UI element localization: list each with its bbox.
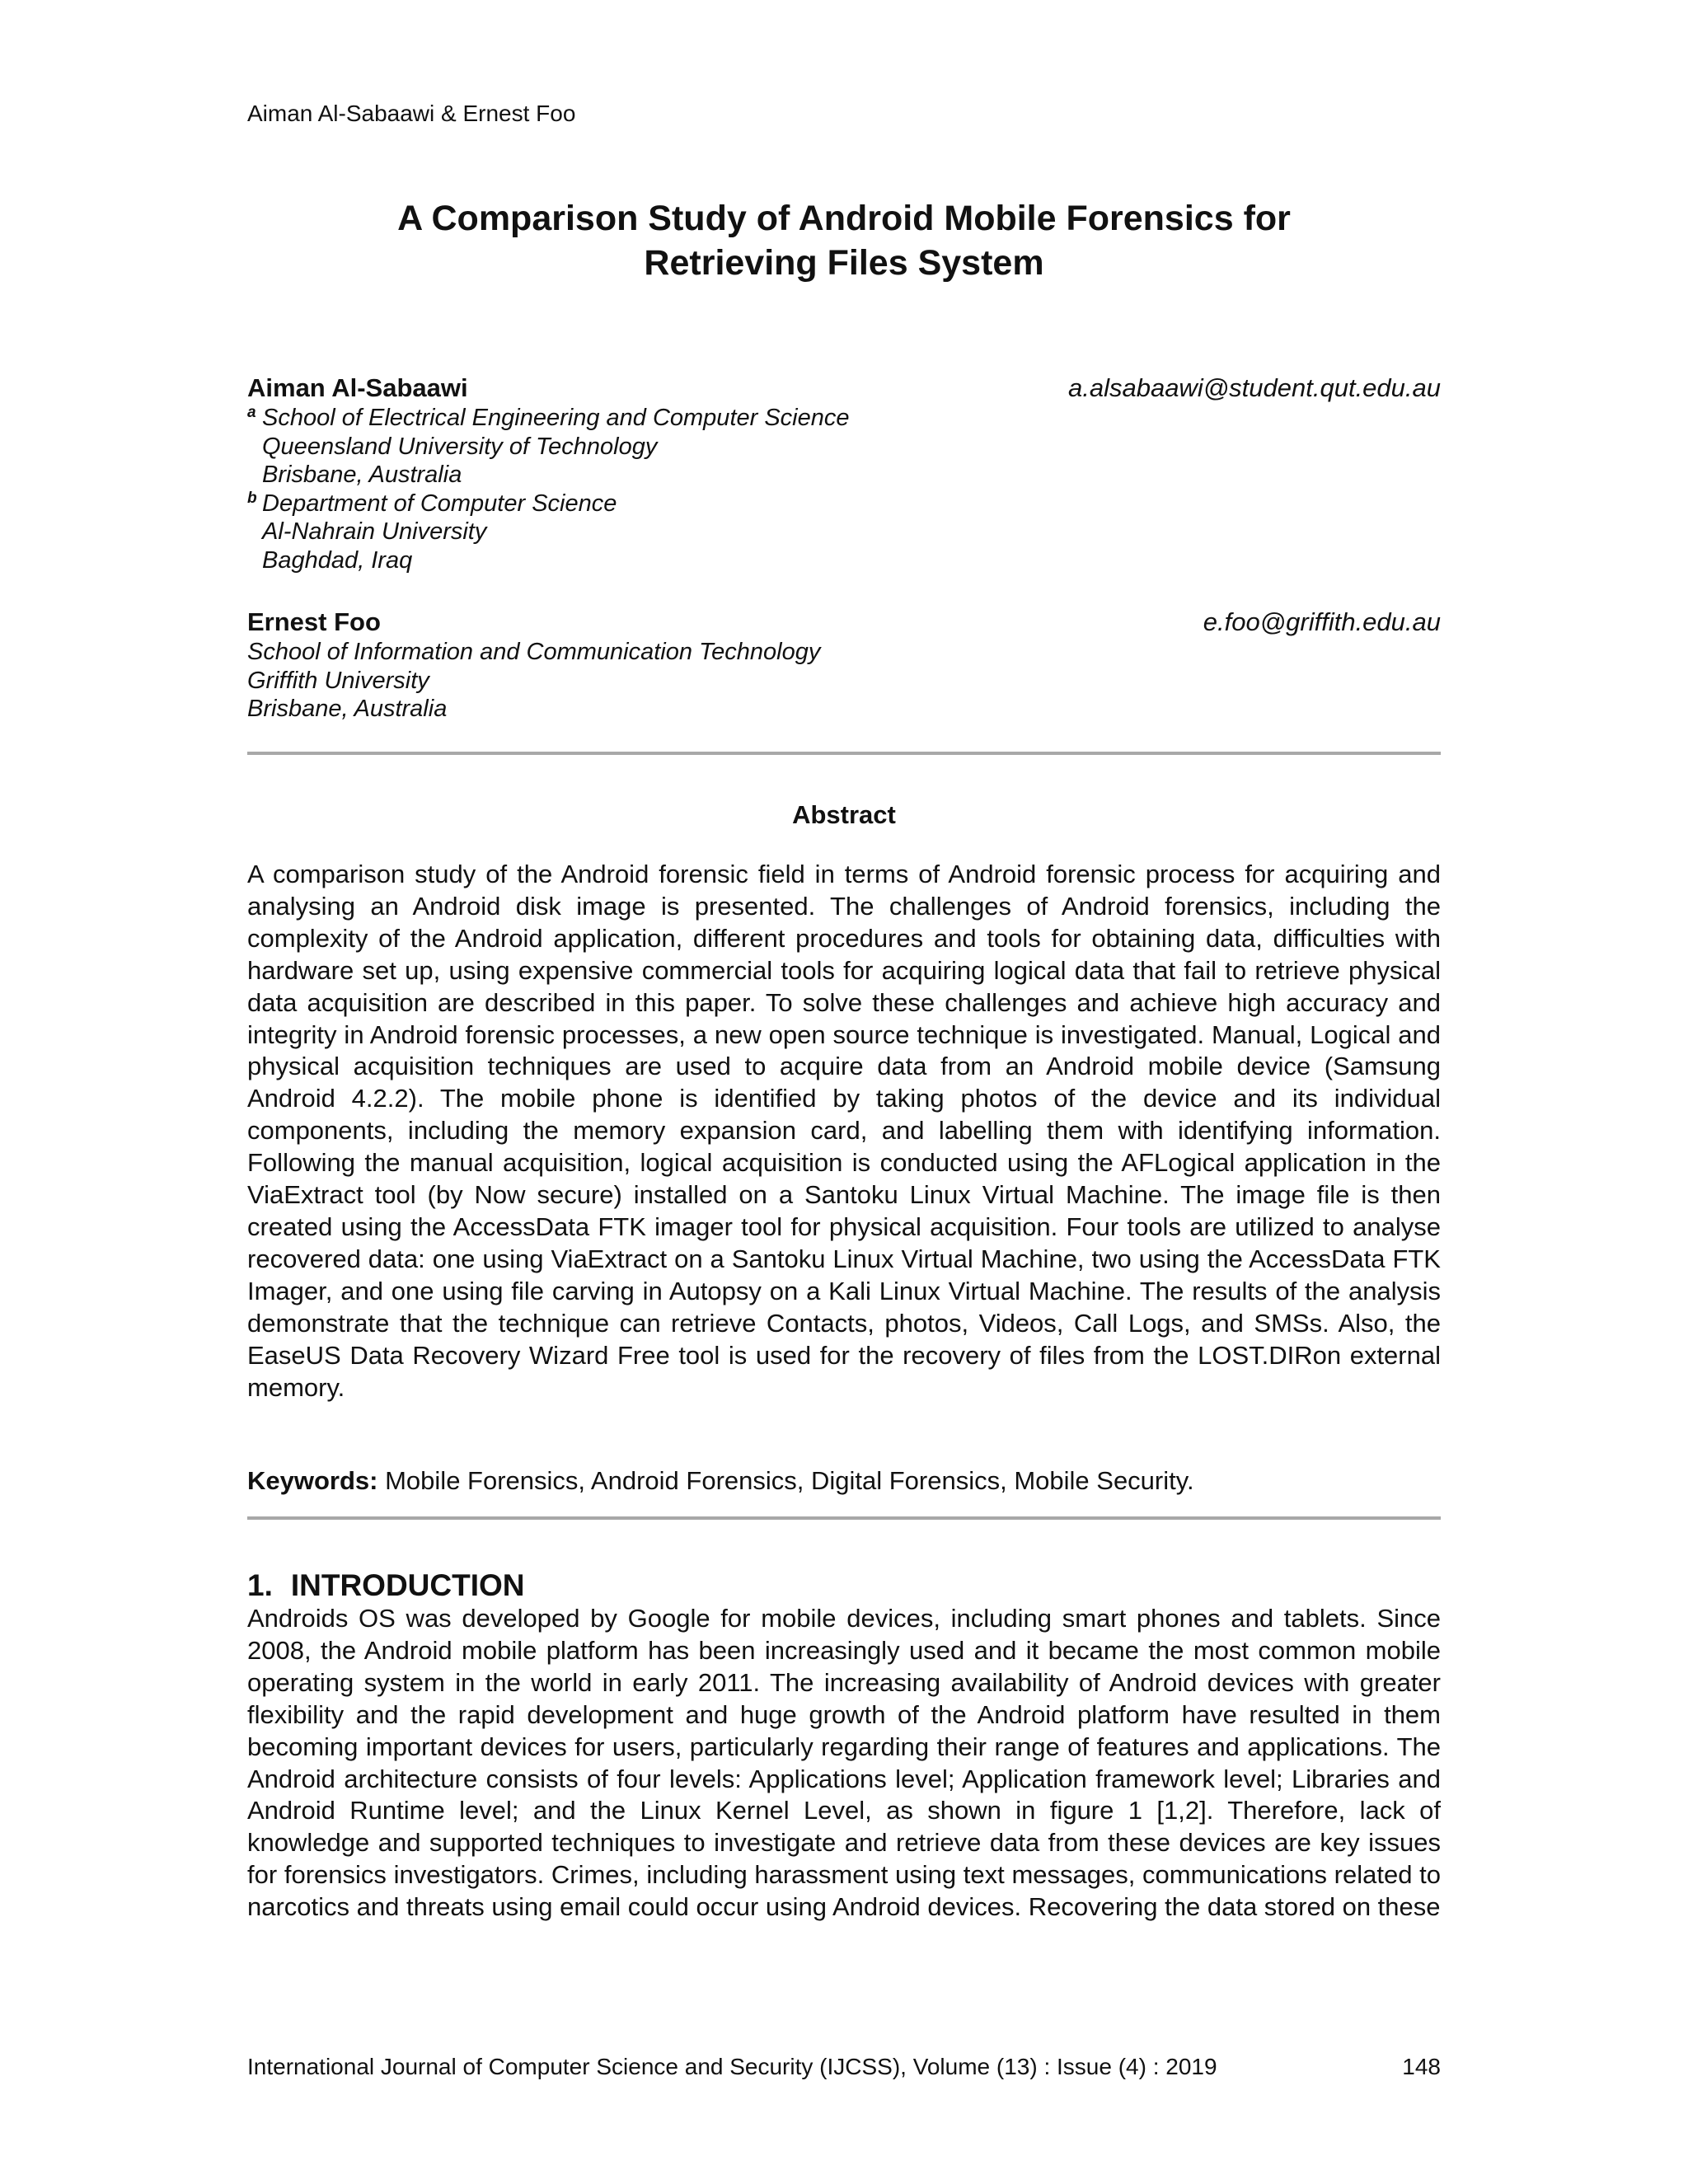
affiliation-marker: a (247, 404, 256, 421)
author-block-1 (247, 373, 1441, 574)
author-name: Aiman Al-Sabaawi (247, 373, 468, 402)
author-block-2 (247, 607, 1441, 724)
divider-rule (247, 1516, 1441, 1520)
keywords-label: Keywords: (247, 1466, 378, 1495)
running-head: Aiman Al-Sabaawi & Ernest Foo (247, 101, 576, 126)
section-number: 1. (247, 1568, 273, 1602)
title-line-2: Retrieving Files System (644, 243, 1044, 283)
affiliation-line: a School of Electrical Engineering and Computer Science (247, 404, 1441, 433)
author-email[interactable]: e.foo@griffith.edu.au (1203, 607, 1441, 636)
section-heading (247, 1568, 525, 1604)
paper-title (247, 196, 1441, 285)
affiliation-line: Baghdad, Iraq (262, 546, 413, 574)
keywords-text: Mobile Forensics, Android Forensics, Digital Forensics, Mobile Security. (385, 1466, 1194, 1495)
page-footer (247, 2052, 1441, 2082)
title-line-1: A Comparison Study of Android Mobile Forensics for (397, 199, 1291, 238)
page-number: 148 (1402, 2054, 1441, 2079)
section-title: INTRODUCTION (290, 1568, 525, 1602)
affiliation-line: Queensland University of Technology (262, 433, 658, 460)
affiliation-line: Al-Nahrain University (262, 518, 487, 545)
abstract-text: A comparison study of the Android forensic field in terms of Android forensic process for acquiring and analysing an Android disk image is presented. The challenges of Android forensics, including the complexity of the Android application, different procedures and tools for obtaining data, difficulties with hardware set up, using expensive commercial tools for acquiring logical data that fail to retrieve physical data acquisition are described in this paper. To solve these challenges and achieve high accuracy and integrity in Android forensic processes, a new open source technique is investigated. Manual, Logical and physical acquisition techniques are used to acquire data from an Android mobile device (Samsung Android 4.2.2). The mobile phone is identified by taking photos of the device and its individual components, including the memory expansion card, and labelling them with identifying information. Following the manual acquisition, logical acquisition is conducted using the AFLogical application in the ViaExtract tool (by Now secure) installed on a Santoku Linux Virtual Machine. The image file is then created using the AccessData FTK imager tool for physical acquisition. Four tools are utilized to analyse recovered data: one using ViaExtract on a Santoku Linux Virtual Machine, two using the AccessData FTK Imager, and one using file carving in Autopsy on a Kali Linux Virtual Machine. The results of the analysis demonstrate that the technique can retrieve Contacts, photos, Videos, Call Logs, and SMSs. Also, the EaseUS Data Recovery Wizard Free tool is used for the recovery of files from the LOST.DIRon external memory. (247, 860, 1441, 1402)
affiliation-line: Brisbane, Australia (262, 462, 462, 488)
affiliation-line: School of Information and Communication Technology (247, 639, 821, 665)
divider-rule (247, 752, 1441, 755)
affiliation-marker: b (247, 489, 257, 507)
keywords (247, 1465, 1441, 1497)
affiliation-line: Brisbane, Australia (247, 696, 448, 722)
author-name: Ernest Foo (247, 607, 381, 636)
introduction-text: Androids OS was developed by Google for mobile devices, including smart phones and tablets. Since 2008, the Android mobile platform has been increasingly used and it became the most common mobile operating system in the world in early 2011. The increasing availability of Android devices with greater flexibility and the rapid development and huge growth of the Android platform have resulted in them becoming important devices for users, particularly regarding their range of features and applications. The Android architecture consists of four levels: Applications level; Application framework level; Libraries and Android Runtime level; and the Linux Kernel Level, as shown in figure 1 [1,2]. Therefore, lack of knowledge and supported techniques to investigate and retrieve data from these devices are key issues for forensics investigators. Crimes, including harassment using text messages, communications related to narcotics and threats using email could occur using Android devices. Recovering the data stored on these (247, 1604, 1441, 1922)
author-email[interactable]: a.alsabaawi@student.qut.edu.au (1067, 373, 1441, 402)
affiliation-line: Griffith University (247, 667, 429, 694)
abstract-heading: Abstract (792, 800, 896, 829)
affiliation-line: b Department of Computer Science (247, 490, 1441, 518)
footer-journal: International Journal of Computer Science and Security (IJCSS), Volume (13) : Issue (4) : 2019 (247, 2054, 1217, 2079)
